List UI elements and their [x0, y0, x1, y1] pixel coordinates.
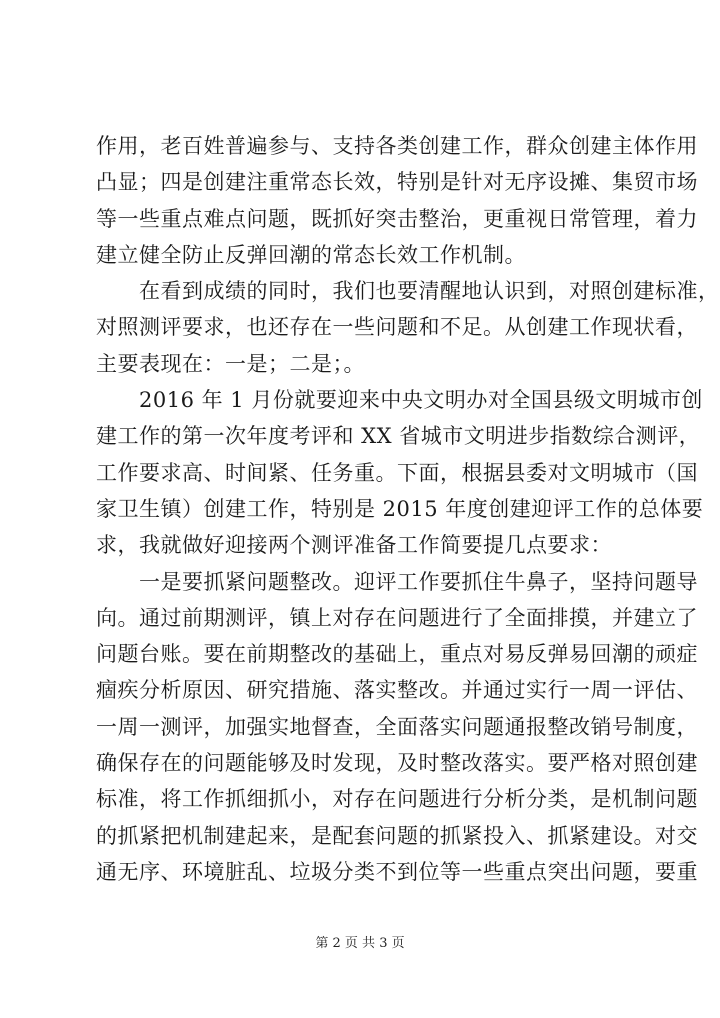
page-footer: 第 2 页 共 3 页 [315, 936, 405, 951]
text-line: 一周一测评，加强实地督查，全面落实问题通报整改销号制度， [96, 714, 698, 739]
text-line: 对照测评要求，也还存在一些问题和不足。从创建工作现状看， [96, 315, 698, 340]
text-line: 标准，将工作抓细抓小，对存在问题进行分析分类，是机制问题 [96, 787, 698, 812]
text-line: 等一些重点难点问题，既抓好突击整治，更重视日常管理，着力 [96, 206, 698, 231]
text-line: 建立健全防止反弹回潮的常态长效工作机制。 [96, 242, 526, 267]
text-line: 问题台账。要在前期整改的基础上，重点对易反弹易回潮的顽症 [96, 642, 698, 667]
text-line: 在看到成绩的同时，我们也要清醒地认识到，对照创建标准， [96, 279, 720, 304]
text-line: 求，我就做好迎接两个测评准备工作简要提几点要求： [96, 533, 612, 558]
text-line: 一是要抓紧问题整改。迎评工作要抓住牛鼻子，坚持问题导 [96, 569, 698, 594]
text-line: 2016 年 1 月份就要迎来中央文明办对全国县级文明城市创 [96, 388, 703, 413]
text-line: 凸显；四是创建注重常态长效，特别是针对无序设摊、集贸市场 [96, 170, 698, 195]
text-line: 痼疾分析原因、研究措施、落实整改。并通过实行一周一评估、 [96, 678, 698, 703]
text-line: 通无序、环境脏乱、垃圾分类不到位等一些重点突出问题，要重 [96, 859, 698, 884]
text-line: 作用，老百姓普遍参与、支持各类创建工作，群众创建主体作用 [96, 134, 698, 158]
text-line: 的抓紧把机制建起来，是配套问题的抓紧投入、抓紧建设。对交 [96, 823, 698, 848]
body-text [96, 128, 720, 890]
text-line: 家卫生镇）创建工作，特别是 2015 年度创建迎评工作的总体要 [96, 496, 704, 521]
text-line: 向。通过前期测评，镇上对存在问题进行了全面排摸，并建立了 [96, 605, 698, 630]
text-line: 确保存在的问题能够及时发现，及时整改落实。要严格对照创建 [96, 751, 698, 776]
text-line: 建工作的第一次年度考评和 XX 省城市文明进步指数综合测评， [96, 424, 701, 449]
text-line: 工作要求高、时间紧、任务重。下面，根据县委对文明城市（国 [96, 460, 698, 485]
text-line: 主要表现在：一是；二是；。 [96, 351, 365, 376]
